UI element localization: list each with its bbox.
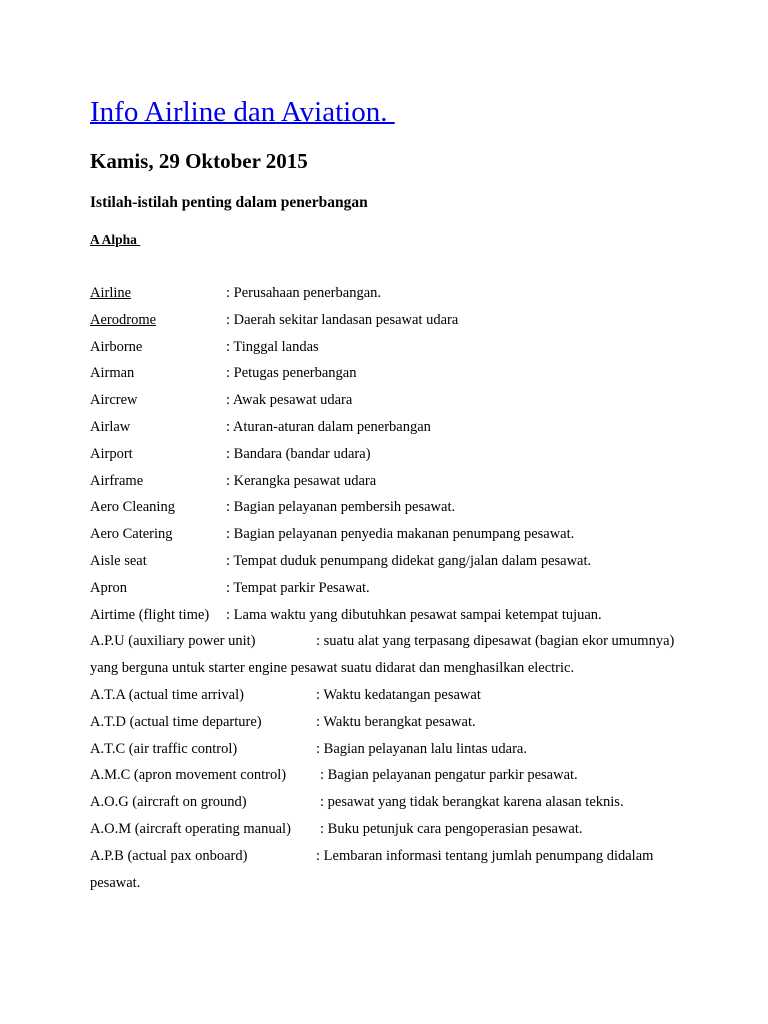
glossary-term: Airport bbox=[90, 445, 133, 462]
glossary-term: A.M.C (apron movement control) bbox=[90, 767, 287, 784]
post-date: Kamis, 29 Oktober 2015 bbox=[90, 149, 308, 173]
glossary-row bbox=[90, 521, 690, 548]
glossary-definition: : Lembaran informasi tentang jumlah penumpang didalam pesawat. bbox=[90, 847, 654, 891]
glossary-row bbox=[90, 843, 690, 897]
glossary-term: Airborne bbox=[90, 338, 143, 355]
glossary-definition: : Buku petunjuk cara pengoperasian pesawat. bbox=[320, 820, 583, 837]
glossary-row bbox=[90, 307, 690, 334]
glossary-row bbox=[90, 334, 690, 361]
glossary-definition: : Bandara (bandar udara) bbox=[226, 445, 371, 462]
glossary-term: Airtime (flight time) bbox=[90, 606, 210, 623]
glossary-term: Aero Catering bbox=[90, 526, 173, 543]
glossary-term: A.T.D (actual time departure) bbox=[90, 713, 262, 730]
glossary-definition: : Bagian pelayanan penyedia makanan penumpang pesawat. bbox=[226, 526, 575, 543]
glossary-list bbox=[90, 280, 690, 896]
glossary-row bbox=[90, 816, 690, 843]
glossary-row bbox=[90, 360, 690, 387]
glossary-definition: : suatu alat yang terpasang dipesawat (bagian ekor umumnya) yang berguna untuk starter engine pesawat suatu didarat dan menghasilkan electric. bbox=[90, 633, 675, 677]
glossary-row bbox=[90, 387, 690, 414]
section-heading: A Alpha bbox=[90, 232, 141, 247]
glossary-term: A.O.M (aircraft operating manual) bbox=[90, 820, 291, 837]
glossary-row bbox=[90, 468, 690, 495]
glossary-row bbox=[90, 602, 690, 629]
glossary-term: Airlaw bbox=[90, 418, 131, 435]
glossary-term: Aerodrome bbox=[90, 311, 157, 328]
glossary-term: Aircrew bbox=[90, 392, 138, 409]
glossary-definition: : Waktu berangkat pesawat. bbox=[316, 713, 476, 730]
glossary-term: A.T.C (air traffic control) bbox=[90, 740, 238, 757]
glossary-term: A.O.G (aircraft on ground) bbox=[90, 794, 247, 811]
glossary-definition: : Awak pesawat udara bbox=[226, 392, 353, 409]
glossary-definition: : Bagian pelayanan lalu lintas udara. bbox=[316, 740, 527, 757]
glossary-term: Airline bbox=[90, 285, 132, 301]
glossary-definition: : Kerangka pesawat udara bbox=[226, 472, 377, 489]
glossary-row bbox=[90, 548, 690, 575]
glossary-definition: : Bagian pelayanan pengatur parkir pesawat. bbox=[320, 767, 578, 784]
glossary-definition: : Lama waktu yang dibutuhkan pesawat sampai ketempat tujuan. bbox=[226, 606, 602, 623]
glossary-row bbox=[90, 414, 690, 441]
glossary-row bbox=[90, 628, 690, 682]
glossary-row bbox=[90, 709, 690, 736]
glossary-term: Aero Cleaning bbox=[90, 499, 175, 516]
glossary-row bbox=[90, 280, 690, 307]
glossary-term: A.P.U (auxiliary power unit) bbox=[90, 633, 256, 650]
glossary-definition: : Tempat duduk penumpang didekat gang/jalan dalam pesawat. bbox=[226, 552, 592, 569]
glossary-row bbox=[90, 736, 690, 763]
glossary-definition: : Daerah sekitar landasan pesawat udara bbox=[226, 311, 459, 328]
glossary-row bbox=[90, 575, 690, 602]
post-title: Istilah-istilah penting dalam penerbangan bbox=[90, 194, 368, 211]
glossary-term: Airman bbox=[90, 365, 135, 382]
glossary-definition: : Perusahaan penerbangan. bbox=[226, 285, 382, 301]
glossary-term: Aisle seat bbox=[90, 552, 147, 569]
glossary-row bbox=[90, 762, 690, 789]
glossary-row bbox=[90, 494, 690, 521]
glossary-definition: : Waktu kedatangan pesawat bbox=[316, 686, 481, 703]
glossary-term: A.T.A (actual time arrival) bbox=[90, 686, 244, 703]
glossary-definition: : pesawat yang tidak berangkat karena alasan teknis. bbox=[320, 794, 624, 811]
glossary-row bbox=[90, 789, 690, 816]
glossary-definition: : Aturan-aturan dalam penerbangan bbox=[226, 418, 431, 435]
glossary-definition: : Tinggal landas bbox=[226, 338, 319, 355]
glossary-term: A.P.B (actual pax onboard) bbox=[90, 847, 248, 864]
glossary-term: Apron bbox=[90, 579, 128, 596]
glossary-term: Airframe bbox=[90, 472, 144, 489]
glossary-row bbox=[90, 441, 690, 468]
glossary-row bbox=[90, 682, 690, 709]
blog-title-link[interactable]: Info Airline dan Aviation. bbox=[90, 96, 395, 128]
glossary-definition: : Tempat parkir Pesawat. bbox=[226, 579, 370, 596]
glossary-definition: : Bagian pelayanan pembersih pesawat. bbox=[226, 499, 456, 516]
glossary-definition: : Petugas penerbangan bbox=[226, 365, 357, 382]
